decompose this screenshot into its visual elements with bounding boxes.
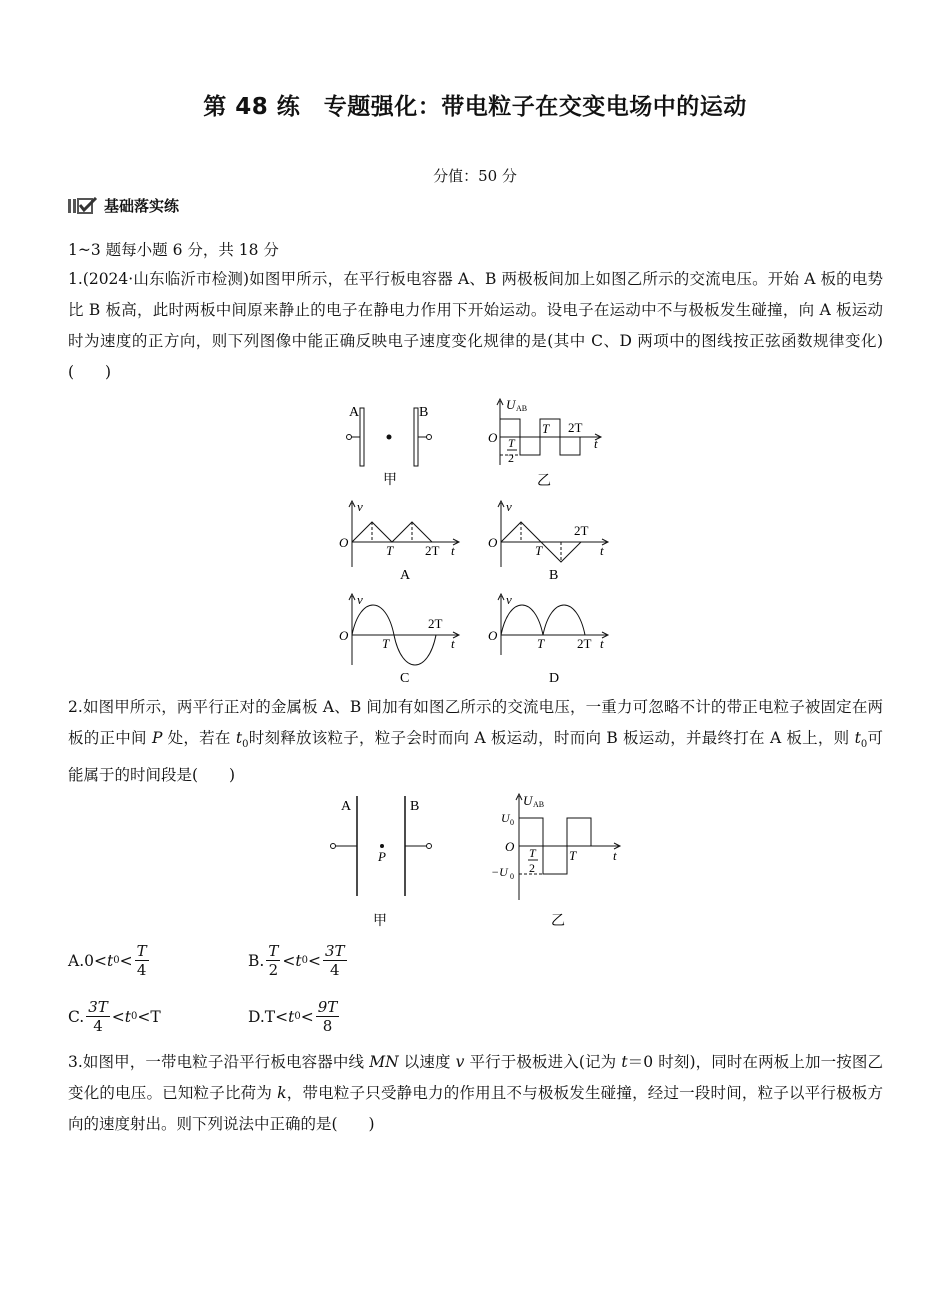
svg-text:v: v xyxy=(357,499,363,514)
electron-dot xyxy=(387,435,392,440)
q2-option-d[interactable]: D.T< t 0 < $\frac{9T}{8}$ xyxy=(248,998,338,1035)
svg-text:t: t xyxy=(613,848,617,863)
svg-text:T: T xyxy=(535,543,543,558)
svg-text:t: t xyxy=(600,636,604,651)
q1-option-d-graph xyxy=(485,590,615,688)
svg-text:O: O xyxy=(488,430,498,445)
svg-text:AB: AB xyxy=(516,404,528,413)
svg-text:O: O xyxy=(488,535,498,550)
svg-text:−U: −U xyxy=(491,865,508,879)
particle-dot xyxy=(380,844,384,848)
option-c-caption: C xyxy=(400,671,410,686)
svg-text:2T: 2T xyxy=(568,420,583,435)
question-1-text: 1.(2024·山东临沂市检测)如图甲所示，在平行板电容器 A、B 两极板间加上如图乙所示的交流电压。开始 A 板的电势比 B 板高，此时两板中间原来静止的电子在静电力作用下开始运动。设电子在运动中不与极板发生碰撞，向 A 板运动时为速度的正方向，则下列图像中能正确反映电子速度变化规律的是(其中 C、D 两项中的图线按正弦函数规律变化)( ) xyxy=(68,270,883,381)
caption-jia: 甲 xyxy=(383,473,397,488)
svg-text:2T: 2T xyxy=(574,523,589,538)
svg-text:T: T xyxy=(508,436,515,450)
svg-text:2T: 2T xyxy=(577,636,592,651)
svg-text:U: U xyxy=(523,793,533,808)
q2-option-a[interactable]: A.0< t 0 < $\frac{T}{4}$ xyxy=(68,942,147,979)
svg-text:v: v xyxy=(506,592,512,607)
plate-b-label: B xyxy=(419,405,429,420)
question-2-text: 2.如图甲所示，两平行正对的金属板 A、B 间加有如图乙所示的交流电压，一重力可忽略不计的带正电粒子被固定在两板的正中间 P 处，若在 $t_0$时刻释放该粒子，粒子会时而向 A 板运动，时而向 B 板运动，并最终打在 A 板上，则 $t_0$可能属于的时间段是( ) xyxy=(68,698,883,785)
q1-option-c-graph xyxy=(336,590,466,688)
page-title: 第 48 练 专题强化：带电粒子在交变电场中的运动 xyxy=(203,94,747,120)
option-a-caption: A xyxy=(400,568,411,583)
svg-text:T: T xyxy=(386,543,394,558)
q1-figure-jia xyxy=(335,398,445,490)
svg-text:B: B xyxy=(410,799,420,814)
caption-yi-2: 乙 xyxy=(551,914,565,929)
plate-a xyxy=(360,408,364,466)
svg-text:2: 2 xyxy=(529,861,535,875)
svg-text:AB: AB xyxy=(533,800,545,809)
svg-text:T: T xyxy=(529,846,536,860)
svg-text:t: t xyxy=(451,636,455,651)
question-3-text: 3.如图甲，一带电粒子沿平行板电容器中线 MN 以速度 v 平行于极板进入(记为 t＝0 时刻)，同时在两板上加一按图乙变化的电压。已知粒子比荷为 k，带电粒子只受静电力的作用且不与极板发生碰撞，经过一段时间，粒子以平行极板方向的速度射出。则下列说法中正确的是( ) xyxy=(68,1053,884,1133)
svg-text:O: O xyxy=(505,839,515,854)
score-info: 分值：50 分 xyxy=(433,167,517,185)
q2-figure-yi xyxy=(487,790,627,930)
svg-text:U: U xyxy=(501,811,510,825)
svg-text:T: T xyxy=(569,848,577,863)
q2-option-b[interactable]: B. $\frac{T}{2}$ < t 0 < $\frac{3T}{4}$ xyxy=(248,942,345,979)
svg-text:O: O xyxy=(339,628,349,643)
q1-figure-yi xyxy=(482,395,612,490)
svg-text:O: O xyxy=(488,628,498,643)
svg-text:T: T xyxy=(537,636,545,651)
plate-b xyxy=(414,408,418,466)
svg-text:P: P xyxy=(378,849,386,864)
group-note: 1~3 题每小题 6 分，共 18 分 xyxy=(68,241,279,259)
section-header xyxy=(68,195,179,216)
svg-text:O: O xyxy=(339,535,349,550)
svg-text:0: 0 xyxy=(510,818,514,827)
svg-text:2T: 2T xyxy=(425,543,440,558)
q2-figure-jia xyxy=(325,790,445,930)
svg-text:t: t xyxy=(451,543,455,558)
svg-text:2T: 2T xyxy=(428,616,443,631)
q2-option-c[interactable]: C. $\frac{3T}{4}$ < t 0 <T xyxy=(68,998,161,1035)
option-b-caption: B xyxy=(549,568,559,583)
svg-text:t: t xyxy=(594,436,598,451)
svg-text:0: 0 xyxy=(510,872,514,881)
svg-text:A: A xyxy=(341,799,352,814)
svg-text:v: v xyxy=(357,592,363,607)
plate-a-label: A xyxy=(349,405,360,420)
caption-yi: 乙 xyxy=(537,474,551,489)
svg-text:2: 2 xyxy=(508,451,514,465)
option-d-caption: D xyxy=(549,671,560,686)
section-title: 基础落实练 xyxy=(104,197,180,215)
q1-option-a-graph xyxy=(336,497,466,585)
checkbox-check-icon xyxy=(68,197,98,215)
svg-text:v: v xyxy=(506,499,512,514)
svg-text:T: T xyxy=(542,421,550,436)
caption-jia-2: 甲 xyxy=(373,914,387,929)
svg-text:t: t xyxy=(600,543,604,558)
svg-text:T: T xyxy=(382,636,390,651)
svg-text:U: U xyxy=(506,397,516,412)
q1-option-b-graph xyxy=(485,497,615,585)
